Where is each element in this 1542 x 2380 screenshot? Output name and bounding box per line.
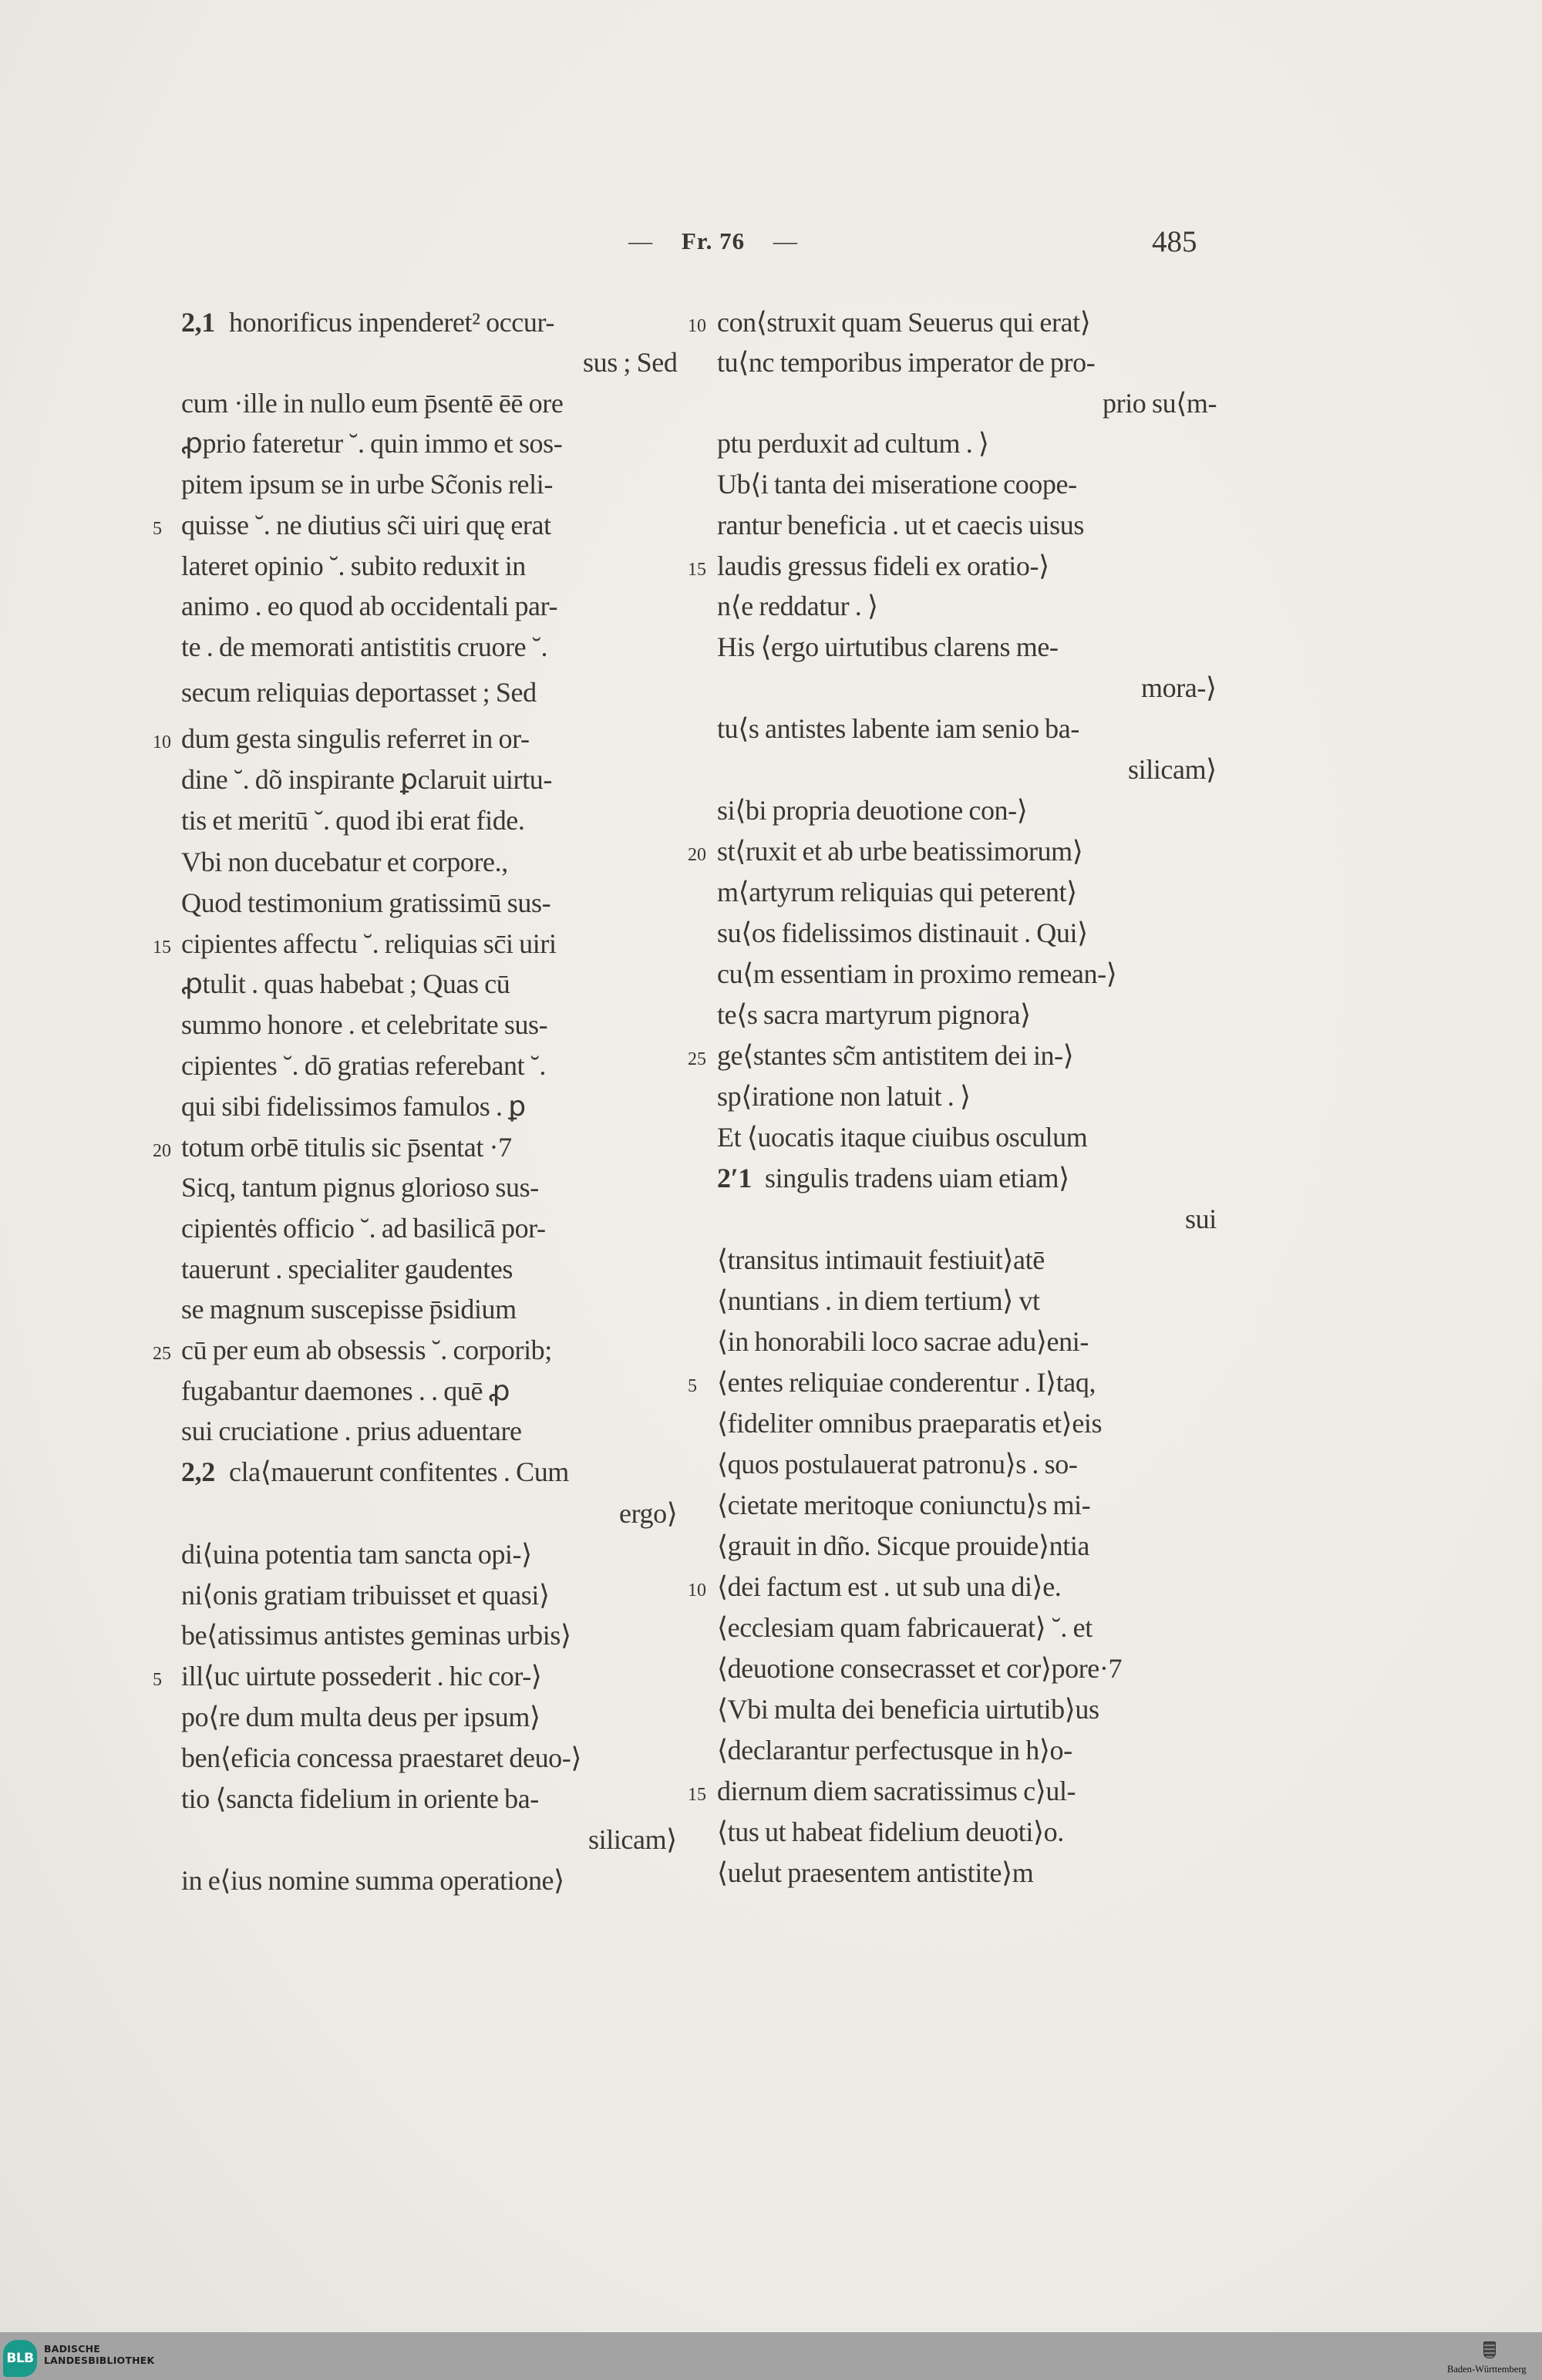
text-line: cla⟨mauerunt confitentes . Cum (229, 1456, 569, 1487)
text-line: totum orbē titulis sic p̄sentat ·7 (181, 1132, 512, 1163)
state-name: Baden-Württemberg (1447, 2364, 1527, 2375)
text-line: ⟨cietate meritoque coniunctu⟩s mi- (717, 1490, 1091, 1520)
line-number: 25 (688, 1049, 706, 1069)
text-line: cipientes affectu ˘. reliquias sc̄i uiri (181, 928, 557, 959)
text-line: summo honore . et celebritate sus- (181, 1009, 548, 1040)
text-line: lateret opinio ˘. subito reduxit in (181, 550, 526, 581)
library-name-line1: BADISCHE (44, 2343, 101, 2355)
text-line: in e⟨ius nomine summa operatione⟩ (181, 1865, 564, 1896)
coat-of-arms-icon (1483, 2341, 1496, 2358)
text-line: cum ·ille in nullo eum p̄sentē ēē ore (181, 388, 564, 419)
text-line: ⟨fideliter omnibus praeparatis et⟩eis (717, 1408, 1103, 1439)
text-line: ge⟨stantes sc̃m antistitem dei in-⟩ (717, 1040, 1074, 1071)
text-line: diernum diem sacratissimus c⟩ul- (717, 1776, 1076, 1806)
line-number: 10 (153, 732, 171, 752)
running-head-dash-right: — (773, 227, 798, 254)
text-line: ꝓprio fateretur ˘. quin immo et sos- (181, 428, 563, 459)
text-line: honorificus inpenderet² occur- (229, 307, 554, 338)
text-line: silicam⟩ (1128, 754, 1217, 785)
text-line: ⟨tus ut habeat fidelium deuoti⟩o. (717, 1816, 1064, 1847)
text-line: rantur beneficia . ut et caecis uisus (717, 510, 1084, 540)
text-line: tu⟨s antistes labente iam senio ba- (717, 713, 1079, 744)
text-line: Vbi non ducebatur et corpore., (181, 847, 508, 877)
text-line: animo . eo quod ab occidentali par- (181, 591, 558, 621)
text-line: fugabantur daemones . . quē ꝓ (181, 1375, 510, 1406)
text-line: si⟨bi propria deuotione con-⟩ (717, 795, 1028, 826)
line-number: 15 (688, 1785, 706, 1805)
text-line: Sicq, tantum pignus glorioso sus- (181, 1172, 539, 1203)
text-line: sui cruciatione . prius aduentare (181, 1416, 522, 1446)
text-line: sui (1185, 1203, 1217, 1234)
text-line: cū per eum ab obsessis ˘. corporib; (181, 1335, 552, 1365)
text-line: m⟨artyrum reliquias qui peterent⟩ (717, 877, 1077, 907)
text-line: ⟨uelut praesentem antistite⟩m (717, 1857, 1034, 1888)
text-line: ꝓtulit . quas habebat ; Quas cū (181, 968, 510, 999)
text-line: be⟨atissimus antistes geminas urbis⟩ (181, 1620, 571, 1651)
text-line: quisse ˘. ne diutius sc̃i uiri quę erat (181, 510, 551, 540)
section-number: 2,2 (181, 1456, 215, 1487)
line-number: 10 (688, 1580, 706, 1601)
text-line: tis et meritū ˘. quod ibi erat fide. (181, 805, 525, 836)
text-line: Quod testimonium gratissimū sus- (181, 887, 551, 918)
text-line: ni⟨onis gratiam tribuisset et quasi⟩ (181, 1580, 550, 1611)
section-number: 2′1 (717, 1163, 752, 1193)
line-number: 25 (153, 1344, 171, 1364)
text-line: ⟨dei factum est . ut sub una di⟩e. (717, 1571, 1062, 1602)
text-line: se magnum suscepisse p̄sidium (181, 1294, 517, 1325)
text-line: silicam⟩ (588, 1824, 677, 1855)
text-line: ergo⟩ (619, 1498, 678, 1529)
text-line: ⟨deuotione consecrasset et cor⟩pore·7 (717, 1653, 1123, 1684)
blb-logo-badge: BLB (3, 2340, 37, 2377)
section-number: 2,1 (181, 307, 215, 338)
text-line: ⟨declarantur perfectusque in h⟩o- (717, 1735, 1072, 1766)
text-line: pitem ipsum se in urbe Sc̃onis reli- (181, 469, 553, 500)
text-line: ill⟨uc uirtute possederit . hic cor-⟩ (181, 1661, 542, 1692)
line-number: 10 (688, 316, 706, 336)
text-line: dine ˘. dõ inspirante ꝑclaruit uirtu- (181, 764, 552, 795)
library-name (44, 2343, 154, 2366)
running-head-label: Fr. 76 (681, 227, 746, 254)
text-line: laudis gressus fideli ex oratio-⟩ (717, 550, 1049, 581)
text-line: sp⟨iratione non latuit . ⟩ (717, 1081, 971, 1112)
library-name-line2: LANDESBIBLIOTHEK (44, 2355, 155, 2366)
text-line: po⟨re dum multa deus per ipsum⟩ (181, 1702, 540, 1732)
text-line: ⟨in honorabili loco sacrae adu⟩eni- (717, 1326, 1089, 1357)
text-line: tio ⟨sancta fidelium in oriente ba- (181, 1783, 539, 1814)
text-line: Ub⟨i tanta dei miseratione coope- (717, 469, 1077, 500)
text-line: ⟨entes reliquiae conderentur . I⟩taq, (717, 1367, 1096, 1398)
text-line: His ⟨ergo uirtutibus clarens me- (717, 631, 1059, 662)
line-number: 15 (688, 560, 706, 580)
text-line: su⟨os fidelissimos distinauit . Qui⟩ (717, 917, 1088, 948)
text-line: ⟨Vbi multa dei beneficia uirtutib⟩us (717, 1694, 1099, 1725)
text-line: cipientes ˘. dō gratias referebant ˘. (181, 1050, 546, 1081)
line-number: 20 (688, 845, 706, 865)
page-number: 485 (1152, 225, 1197, 258)
line-number: 15 (153, 938, 171, 958)
text-line: dum gesta singulis referret in or- (181, 723, 530, 754)
text-line: te⟨s sacra martyrum pignora⟩ (717, 999, 1031, 1030)
text-line: secum reliquias deportasset ; Sed (181, 677, 537, 708)
text-line: cu⟨m essentiam in proximo remean-⟩ (717, 958, 1117, 989)
line-number: 5 (153, 519, 162, 539)
library-footer-bar (0, 2332, 1542, 2380)
text-line: ben⟨eficia concessa praestaret deuo-⟩ (181, 1742, 582, 1773)
text-line: sus ; Sed (583, 347, 678, 378)
line-number: 5 (153, 1670, 162, 1690)
text-line: n⟨e reddatur . ⟩ (717, 591, 878, 621)
text-line: prio su⟨m- (1103, 388, 1217, 419)
text-line: ⟨transitus intimauit festiuit⟩atē (717, 1244, 1045, 1275)
text-line: singulis tradens uiam etiam⟩ (765, 1163, 1069, 1193)
text-line: Et ⟨uocatis itaque ciuibus osculum (717, 1122, 1088, 1153)
text-line: st⟨ruxit et ab urbe beatissimorum⟩ (717, 836, 1083, 867)
text-line: ⟨ecclesiam quam fabricauerat⟩ ˘. et (717, 1612, 1093, 1643)
text-line: mora-⟩ (1141, 672, 1217, 703)
text-line: ⟨quos postulauerat patronu⟩s . so- (717, 1449, 1078, 1480)
text-line: cipientės officio ˘. ad basilicā por- (181, 1213, 546, 1244)
text-line: qui sibi fidelissimos famulos . ꝑ (181, 1091, 526, 1122)
text-line: ⟨grauit in dño. Sicque prouide⟩ntia (717, 1530, 1089, 1561)
text-line: te . de memorati antistitis cruore ˘. (181, 631, 548, 662)
text-line: di⟨uina potentia tam sancta opi-⟩ (181, 1539, 532, 1570)
text-line: tauerunt . specialiter gaudentes (181, 1254, 513, 1284)
text-line: tu⟨nc temporibus imperator de pro- (717, 347, 1096, 378)
text-line: ptu perduxit ad cultum . ⟩ (717, 428, 989, 459)
text-line: con⟨struxit quam Seuerus qui erat⟩ (717, 307, 1091, 338)
line-number: 5 (688, 1376, 697, 1396)
running-head-dash-left: — (628, 227, 654, 254)
line-number: 20 (153, 1141, 171, 1161)
text-line: ⟨nuntians . in diem tertium⟩ vt (717, 1285, 1040, 1316)
